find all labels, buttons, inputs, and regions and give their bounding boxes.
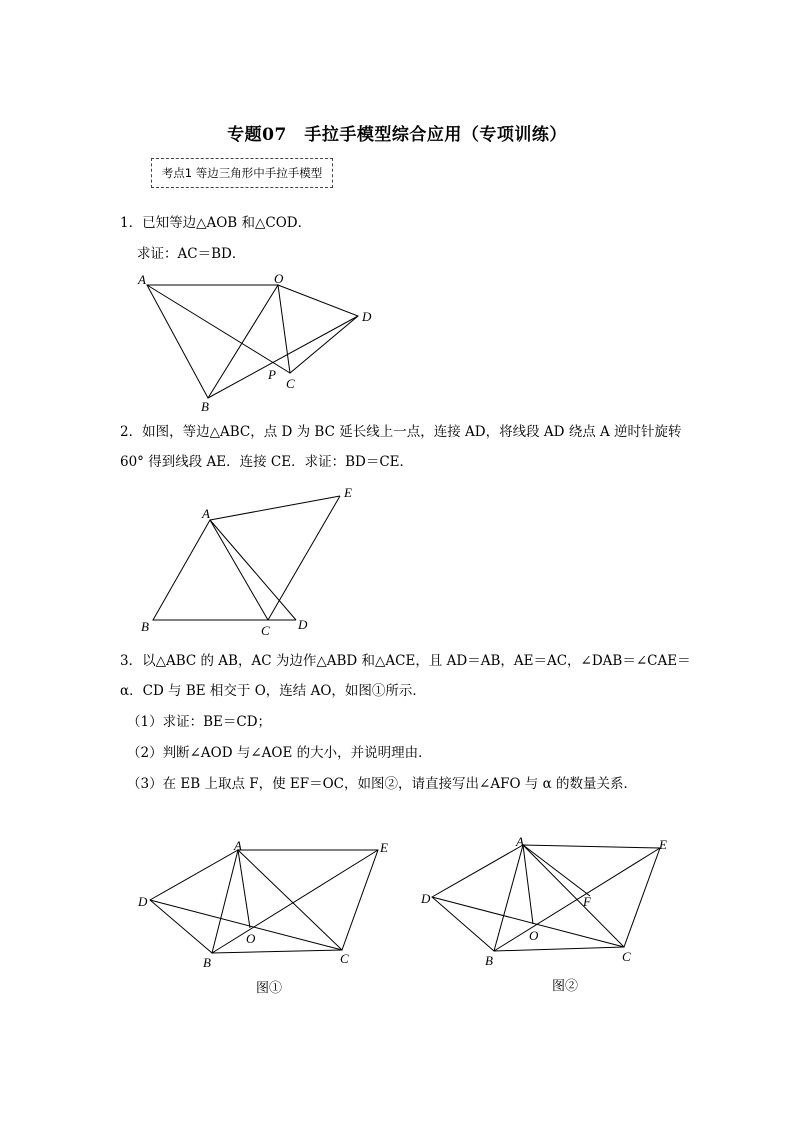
fig2-label-e: E	[659, 837, 667, 852]
q2-label-b: B	[141, 619, 149, 634]
q3-figure-2	[412, 830, 677, 965]
segment-ae	[210, 496, 340, 520]
q2-statement: 2．如图，等边△ABC，点 D 为 BC 延长线上一点，连接 AD，将线段 AD 绕点 A 逆时针旋转	[120, 424, 682, 440]
q1-prove: 求证：AC＝BD．	[137, 246, 246, 262]
fig2-label-f: F	[583, 894, 591, 909]
triangle-aob	[147, 285, 278, 398]
triangle-cod	[278, 285, 358, 373]
fig1-triangle-abd	[150, 850, 238, 953]
q1-label-b: B	[201, 399, 209, 414]
q1-figure	[130, 268, 380, 416]
q1-label-p: P	[268, 367, 276, 382]
q1-label-a: A	[138, 272, 146, 287]
fig1-caption: 图①	[256, 981, 283, 996]
q3-figure-1	[132, 835, 397, 970]
q3-sub1: （1）求证：BE＝CD；	[127, 714, 272, 730]
fig2-label-c: C	[622, 949, 631, 964]
q3-statement-line2: α．CD 与 BE 相交于 O，连结 AO，如图①所示．	[120, 683, 426, 699]
q1-label-c: C	[286, 376, 295, 391]
fig2-label-d: D	[421, 891, 431, 906]
fig1-label-d: D	[138, 894, 148, 909]
topic-label-box: 考点1 等边三角形中手拉手模型	[151, 158, 333, 188]
fig2-label-o: O	[529, 928, 539, 943]
q3-sub3: （3）在 EB 上取点 F，使 EF＝OC，如图②，请直接写出∠AFO 与 α 的数量关系．	[127, 776, 637, 792]
fig1-label-o: O	[246, 931, 256, 946]
q1-label-o: O	[274, 271, 284, 286]
fig2-segment-af	[523, 845, 590, 896]
q2-label-c: C	[261, 623, 270, 638]
segment-ad	[210, 520, 296, 620]
triangle-abc	[153, 520, 268, 620]
q2-figure	[135, 480, 360, 640]
fig1-label-a: A	[234, 838, 242, 853]
segment-ac	[147, 285, 290, 373]
fig1-segment-bc	[212, 950, 342, 953]
fig1-label-b: B	[203, 955, 211, 970]
q3-sub2: （2）判断∠AOD 与∠AOE 的大小，并说明理由．	[127, 745, 432, 761]
q1-statement: 1．已知等边△AOB 和△COD．	[120, 215, 312, 231]
q2-label-d: D	[298, 617, 308, 632]
fig1-triangle-ace	[238, 850, 378, 950]
segment-bd	[208, 316, 358, 398]
fig1-label-c: C	[340, 951, 349, 966]
q2-label-a: A	[202, 506, 210, 521]
q2-label-e: E	[344, 485, 352, 500]
q3-statement-line1: 3．以△ABC 的 AB，AC 为边作△ABD 和△ACE，且 AD＝AB，AE＝AC，∠DAB＝∠CAE＝	[120, 653, 691, 669]
q1-label-d: D	[362, 309, 372, 324]
fig2-segment-bc	[494, 947, 624, 951]
fig2-label-a: A	[516, 834, 524, 849]
fig1-segment-ao	[238, 850, 250, 928]
q2-prove: 60° 得到线段 AE．连接 CE．求证：BD＝CE．	[120, 454, 414, 470]
fig1-label-e: E	[380, 840, 388, 855]
fig2-caption: 图②	[552, 979, 579, 994]
fig2-segment-be	[494, 848, 660, 951]
fig2-label-b: B	[485, 953, 493, 965]
page-title: 专题07 手拉手模型综合应用（专项训练）	[227, 125, 567, 145]
fig2-triangle-abd	[432, 845, 523, 951]
fig2-segment-ao	[523, 845, 533, 924]
segment-ce	[268, 496, 340, 620]
